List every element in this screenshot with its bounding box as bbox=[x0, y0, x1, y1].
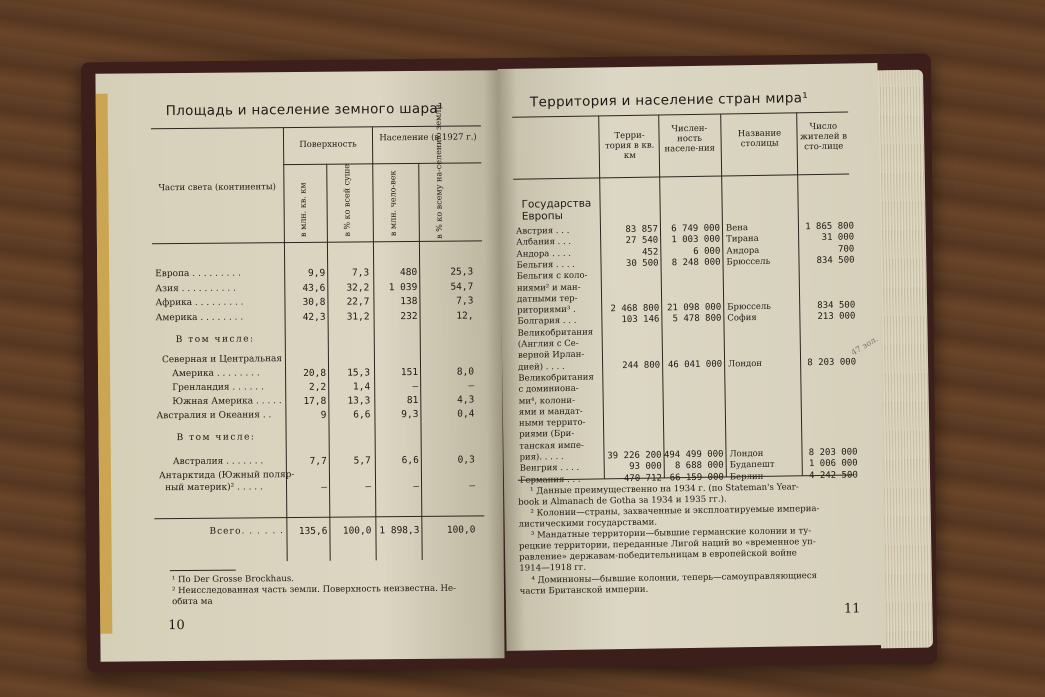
table-top-rule bbox=[512, 112, 848, 118]
country-label: Албания . . . bbox=[516, 236, 572, 248]
capital-population: 4 242 500 bbox=[809, 470, 858, 482]
row-label: Австралия . . . . . . . bbox=[172, 456, 264, 468]
footnote-1: ¹ Данные преимущественно на 1934 г. (по Stateman's Year- bbox=[530, 482, 799, 497]
country-label: с доминиона- bbox=[518, 383, 579, 395]
capital-population: 1 865 800 bbox=[805, 221, 855, 233]
territory-value: 27 540 bbox=[625, 235, 659, 247]
row-pop: 1 039 bbox=[388, 281, 418, 294]
capital-name: Брюссель bbox=[726, 256, 771, 268]
population-value: 21 098 000 bbox=[666, 302, 722, 314]
country-label: Великобритания bbox=[518, 372, 594, 384]
population-value bbox=[662, 382, 722, 383]
country-label: Бельгия . . . . bbox=[516, 259, 576, 271]
page-number-left: 10 bbox=[168, 618, 185, 634]
territory-value: 103 146 bbox=[621, 314, 660, 326]
row-pop-pct: — bbox=[469, 480, 476, 492]
capital-population: 834 500 bbox=[816, 255, 855, 267]
territory-value bbox=[603, 427, 661, 428]
footnote-1-cont: book и Almanach de Gotha за 1934 и 1935 гг.). bbox=[518, 494, 727, 508]
population-value bbox=[661, 281, 721, 282]
population-value bbox=[661, 292, 721, 293]
population-value: 8 248 000 bbox=[671, 257, 721, 269]
row-area: 30,8 bbox=[302, 296, 326, 308]
footnote-3-cont3: 1914—1918 гг. bbox=[519, 562, 587, 574]
capital-population bbox=[801, 391, 857, 392]
population-value bbox=[663, 405, 723, 406]
header-area: Поверхность bbox=[299, 139, 357, 150]
row-pop-pct: 8,0 bbox=[456, 366, 475, 378]
territory-value bbox=[602, 349, 660, 350]
country-label: танская импе- bbox=[519, 440, 584, 452]
capital-population: 1 006 000 bbox=[808, 458, 858, 470]
section-europe: Государства Европы bbox=[521, 197, 592, 223]
population-value bbox=[662, 337, 722, 338]
capital-population bbox=[800, 345, 856, 346]
col-divider bbox=[283, 127, 288, 561]
territory-value bbox=[601, 293, 659, 294]
row-area-pct: 32,2 bbox=[346, 282, 370, 294]
col-divider bbox=[720, 114, 727, 477]
row-label: Австралия и Океания . . bbox=[156, 410, 272, 422]
row-pop: — bbox=[412, 380, 419, 393]
col-divider bbox=[372, 126, 377, 560]
row-area-pct: 13,3 bbox=[347, 395, 371, 407]
row-area-pct: 1,4 bbox=[352, 381, 371, 393]
territory-value: 83 857 bbox=[625, 224, 659, 236]
row-area: 9 bbox=[320, 409, 327, 421]
footnote-2: ² Неисследованная часть земли. Поверхность неизвестна. Не- bbox=[171, 583, 457, 597]
row-area: 42,3 bbox=[302, 311, 326, 323]
row-label: Азия . . . . . . . . . . bbox=[155, 283, 236, 295]
row-pop-pct: 7,3 bbox=[456, 295, 474, 307]
row-label: Африка . . . . . . . . . bbox=[155, 297, 244, 309]
row-area-pct: 5,7 bbox=[353, 455, 371, 467]
capital-population: 700 bbox=[837, 244, 855, 255]
footnote-2-cont: обита ма bbox=[172, 596, 213, 608]
page-number-right: 11 bbox=[843, 601, 861, 617]
footnote-2: ² Колонии—страны, захваченные и эксплоатируемые империа- bbox=[530, 504, 820, 519]
row-label: Южная Америка . . . . . bbox=[172, 396, 282, 408]
table-top-rule bbox=[151, 125, 481, 129]
capital-population bbox=[800, 379, 856, 380]
capital-population: 213 000 bbox=[817, 311, 856, 323]
header-capital-pop: Число жителей в сто-лице bbox=[800, 121, 848, 153]
country-label: ниями² и ман- bbox=[516, 282, 581, 294]
capital-population: 8 203 000 bbox=[807, 357, 857, 369]
capital-population bbox=[801, 424, 857, 425]
footnote-1: ¹ По Der Grosse Brockhaus. bbox=[171, 574, 295, 586]
header-bottom-rule bbox=[513, 174, 849, 180]
territory-value bbox=[603, 439, 661, 440]
header-area-pct: в % ко всей суше bbox=[342, 164, 352, 237]
footnote-rule bbox=[170, 570, 236, 572]
population-value: 6 000 bbox=[693, 246, 721, 257]
country-label: Австрия . . . bbox=[515, 225, 570, 237]
row-area-pct: — bbox=[365, 481, 372, 493]
header-population: Числен-ность населе-ния bbox=[664, 123, 716, 155]
capital-name: Лондон bbox=[729, 448, 764, 460]
territory-value bbox=[602, 382, 660, 383]
capital-population bbox=[799, 278, 855, 279]
capital-population: 31 000 bbox=[821, 232, 855, 243]
territory-value bbox=[603, 405, 661, 406]
territory-value bbox=[603, 416, 661, 417]
footnote-3-cont: рецкие территории, переданные Лигой наций во «временное уп- bbox=[518, 537, 816, 552]
row-label: Америка . . . . . . . . bbox=[155, 312, 244, 324]
row-area: 17,8 bbox=[303, 395, 327, 407]
row-pop-pct: 25,3 bbox=[450, 266, 474, 278]
row-label: Америка . . . . . . . . bbox=[172, 368, 260, 380]
col-divider bbox=[598, 115, 605, 478]
header-parts: Части света (континенты) bbox=[158, 182, 276, 194]
country-label: Великобритания bbox=[517, 327, 594, 339]
population-value bbox=[663, 416, 723, 417]
territory-value: 93 000 bbox=[629, 461, 662, 472]
capital-name: Лондон bbox=[728, 358, 763, 370]
country-label: риями (Бри- bbox=[519, 428, 575, 440]
capital-population bbox=[801, 413, 857, 414]
row-label: В том числе: bbox=[175, 334, 255, 346]
header-territory: Терри-тория в кв. км bbox=[604, 130, 655, 162]
footnote-4: ⁴ Доминионы—бывшие колонии, теперь—самоуправляющиеся bbox=[531, 571, 818, 586]
capital-population: 8 203 000 bbox=[808, 447, 858, 459]
country-label: верной Ирлан- bbox=[517, 349, 585, 361]
country-label: ями и мандат- bbox=[518, 406, 583, 418]
territory-value: 39 226 200 bbox=[607, 450, 662, 462]
total-rule bbox=[154, 515, 484, 519]
row-area-pct: 22,7 bbox=[346, 296, 370, 308]
territory-value bbox=[603, 394, 661, 395]
capital-name: Андора bbox=[726, 245, 760, 257]
footnote-4-cont: части Британской империи. bbox=[519, 584, 649, 597]
row-label: В том числе: bbox=[176, 432, 256, 444]
capital-name: Тирана bbox=[726, 233, 759, 245]
country-label: рия). . . . . bbox=[519, 452, 564, 463]
territory-value: 244 800 bbox=[622, 360, 661, 372]
capital-name: Берлин bbox=[729, 471, 764, 483]
row-label: Гренландия . . . . . . bbox=[172, 382, 264, 394]
header-subrule bbox=[283, 162, 481, 165]
col-divider bbox=[326, 164, 330, 561]
row-label: Европа . . . . . . . . . bbox=[155, 268, 241, 280]
population-value: 5 478 800 bbox=[672, 313, 722, 325]
row-pop-pct: 0,3 bbox=[457, 454, 475, 466]
territory-value bbox=[601, 282, 659, 283]
total-label: Всего. . . . . . bbox=[209, 526, 285, 537]
population-value bbox=[662, 348, 722, 349]
header-population: Население (в 1927 г.) bbox=[379, 132, 477, 144]
pencil-annotation: 47 зол. bbox=[849, 334, 880, 358]
population-value: 6 749 000 bbox=[671, 223, 721, 235]
capital-population bbox=[800, 334, 856, 335]
header-pop-people: в млн. чело-век bbox=[388, 170, 398, 237]
row-area-pct: 7,3 bbox=[351, 267, 370, 279]
footnote-3-cont2: равление» державам-победительницам в европейской войне bbox=[519, 548, 797, 563]
total-pop: 1 898,3 bbox=[379, 524, 420, 537]
territory-value: 30 500 bbox=[625, 258, 659, 270]
capital-population bbox=[799, 289, 855, 290]
header-capital: Название столицы bbox=[737, 128, 782, 150]
col-divider bbox=[796, 112, 803, 475]
population-value: 1 003 000 bbox=[671, 234, 721, 246]
capital-population bbox=[799, 323, 855, 324]
territory-value bbox=[602, 327, 660, 328]
country-label: Андора . . . . bbox=[516, 248, 572, 260]
row-pop: — bbox=[413, 480, 420, 493]
row-pop-pct: 54,7 bbox=[450, 281, 474, 293]
country-label: ными террито- bbox=[518, 417, 586, 429]
population-value: 494 499 000 bbox=[663, 449, 724, 461]
row-pop: 9,3 bbox=[401, 408, 419, 421]
header-area-km: в млн. кв. км bbox=[298, 182, 308, 238]
total-area-pct: 100,0 bbox=[342, 525, 372, 537]
country-label: риториями³ . bbox=[517, 304, 576, 316]
country-label: Болгария . . . bbox=[517, 315, 577, 327]
population-value bbox=[663, 394, 723, 395]
row-pop: 81 bbox=[406, 394, 419, 407]
row-area: — bbox=[321, 481, 328, 493]
row-area-pct: 6,6 bbox=[353, 409, 371, 421]
row-pop: 480 bbox=[399, 266, 418, 279]
row-label: ный материк)² . . . . . bbox=[165, 482, 263, 494]
total-area: 135,6 bbox=[298, 525, 328, 538]
population-value bbox=[663, 439, 723, 440]
row-area: 43,6 bbox=[302, 282, 326, 294]
row-area-pct: 31,2 bbox=[346, 311, 370, 323]
col-divider bbox=[418, 163, 422, 560]
country-label: Бельгия с коло- bbox=[516, 270, 588, 282]
row-pop: 138 bbox=[400, 295, 418, 308]
left-page-title: Площадь и население земного шара¹ bbox=[165, 100, 444, 120]
territory-value: 470 712 bbox=[623, 473, 662, 485]
row-label: Антарктида (Южный поляр- bbox=[158, 470, 295, 482]
row-pop: 6,6 bbox=[401, 454, 419, 467]
footnote-2-cont: листическими государствами. bbox=[518, 517, 658, 530]
population-value bbox=[662, 326, 722, 327]
capital-population bbox=[801, 436, 857, 437]
population-value bbox=[663, 427, 723, 428]
country-label: датными тер- bbox=[517, 293, 578, 305]
capital-name: Вена bbox=[725, 223, 749, 234]
col-divider bbox=[658, 114, 665, 477]
footnote-3: ³ Мандатные территории—бывшие германские колонии и ту- bbox=[530, 526, 812, 541]
territory-value: 2 468 800 bbox=[610, 303, 660, 315]
capital-population bbox=[801, 402, 857, 403]
population-value: 46 041 000 bbox=[667, 359, 723, 371]
population-value: 8 688 000 bbox=[674, 460, 724, 472]
country-label: дией) . . . . bbox=[518, 362, 565, 373]
row-area: 9,9 bbox=[307, 267, 326, 279]
row-pop: 151 bbox=[400, 366, 419, 379]
country-label: Германия . . . bbox=[519, 474, 581, 486]
country-label: (Англия с Се- bbox=[517, 338, 579, 350]
row-pop-pct: 4,3 bbox=[457, 394, 475, 406]
capital-name: Будапешт bbox=[729, 459, 775, 471]
territory-value bbox=[602, 338, 660, 339]
row-pop: 232 bbox=[400, 310, 418, 323]
capital-name: Брюссель bbox=[727, 301, 771, 313]
row-pop-pct: 12, bbox=[456, 310, 474, 322]
country-label: Венгрия . . . . bbox=[519, 462, 580, 474]
row-pop-pct: 0,4 bbox=[457, 408, 475, 420]
total-pop-pct: 100,0 bbox=[446, 524, 476, 536]
capital-population: 834 500 bbox=[817, 300, 856, 312]
right-page bbox=[497, 63, 886, 651]
capital-name: София bbox=[727, 312, 757, 324]
population-value: 66 159 000 bbox=[669, 472, 724, 484]
header-pop-pct: в % ко всему на-селению земли bbox=[433, 104, 444, 239]
row-area-pct: 15,3 bbox=[347, 367, 371, 379]
left-page bbox=[95, 70, 504, 662]
row-label: Северная и Центральная bbox=[161, 354, 283, 366]
row-pop-pct: — bbox=[468, 380, 475, 392]
row-area: 2,2 bbox=[308, 381, 327, 393]
territory-value: 452 bbox=[642, 247, 659, 258]
country-label: ми⁴, колони- bbox=[518, 395, 576, 407]
header-bottom-rule bbox=[152, 240, 482, 244]
right-page-title: Территория и население стран мира¹ bbox=[529, 90, 809, 111]
row-area: 7,7 bbox=[309, 455, 327, 467]
row-area: 20,8 bbox=[303, 367, 327, 379]
